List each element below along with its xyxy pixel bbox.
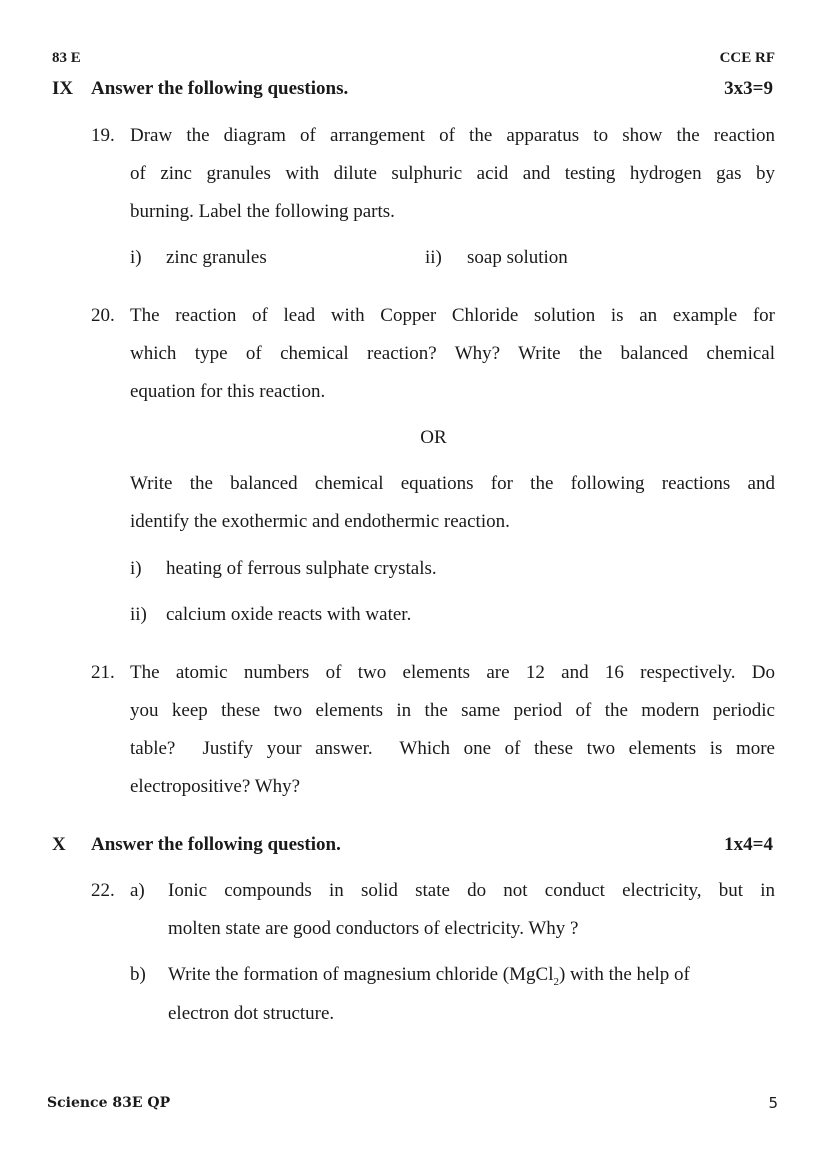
- part-label: ii): [130, 604, 147, 625]
- part-text: calcium oxide reacts with water.: [166, 604, 412, 625]
- or-separator: OR: [420, 427, 447, 448]
- question-text-line: you keep these two elements in the same period of the modern periodic: [130, 700, 775, 721]
- question-number: 20.: [91, 305, 115, 326]
- question-text-line: Write the balanced chemical equations for the following reactions and: [130, 473, 775, 494]
- page-number: 5: [768, 1094, 778, 1112]
- question-text-line: equation for this reaction.: [130, 381, 326, 402]
- section-x-numeral: X: [52, 834, 66, 855]
- section-ix-title: Answer the following questions.: [91, 78, 349, 99]
- formula-text: ) with the help of: [558, 964, 690, 985]
- section-x-marks: 1x4=4: [724, 834, 773, 855]
- part-label: ii): [425, 247, 442, 268]
- question-number: 21.: [91, 662, 115, 683]
- question-text-line: table? Justify your answer. Which one of these two elements is more: [130, 738, 775, 759]
- question-text-line: of zinc granules with dilute sulphuric acid and testing hydrogen gas by: [130, 163, 775, 184]
- question-text-line: burning. Label the following parts.: [130, 201, 395, 222]
- part-label: i): [130, 247, 142, 268]
- section-ix-marks: 3x3=9: [724, 78, 773, 99]
- question-text-line: Ionic compounds in solid state do not conduct electricity, but in: [168, 880, 775, 901]
- section-x-title: Answer the following question.: [91, 834, 341, 855]
- header-code: 83 E: [52, 50, 81, 66]
- header-series: CCE RF: [719, 50, 775, 66]
- part-label: b): [130, 964, 146, 985]
- question-text-line: electropositive? Why?: [130, 776, 301, 797]
- question-number: 19.: [91, 125, 115, 146]
- question-text-line: electron dot structure.: [168, 1003, 335, 1024]
- question-text-line: identify the exothermic and endothermic reaction.: [130, 511, 510, 532]
- part-text: heating of ferrous sulphate crystals.: [166, 558, 437, 579]
- part-label: i): [130, 558, 142, 579]
- question-text-line: molten state are good conductors of electricity. Why ?: [168, 918, 579, 939]
- part-label: a): [130, 880, 145, 901]
- question-text-line: The reaction of lead with Copper Chloride solution is an example for: [130, 305, 775, 326]
- question-text-line: which type of chemical reaction? Why? Write the balanced chemical: [130, 343, 775, 364]
- formula-subscript: 2: [553, 975, 559, 988]
- footer-paper-code: Science 83E QP: [47, 1095, 171, 1111]
- part-text: zinc granules: [166, 247, 267, 268]
- formula-text: Write the formation of magnesium chloride (MgCl: [168, 964, 554, 985]
- question-text-line: The atomic numbers of two elements are 12 and 16 respectively. Do: [130, 662, 775, 683]
- question-text-line: Draw the diagram of arrangement of the apparatus to show the reaction: [130, 125, 775, 146]
- section-ix-numeral: IX: [52, 78, 74, 99]
- part-text: soap solution: [467, 247, 568, 268]
- question-number: 22.: [91, 880, 115, 901]
